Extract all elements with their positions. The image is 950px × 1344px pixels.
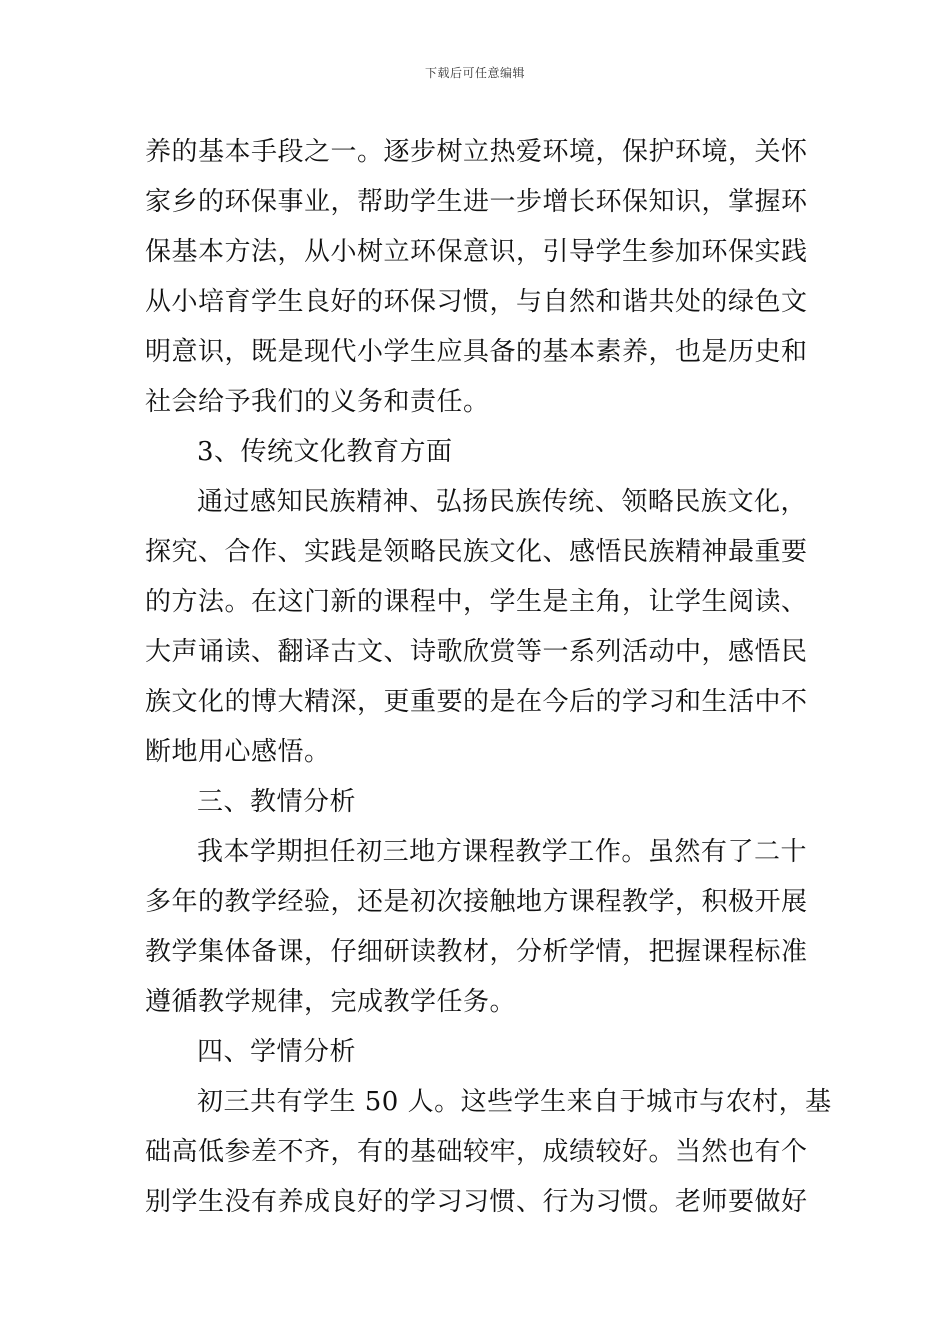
section-heading: 3、传统文化教育方面 [197,437,453,467]
body-line: 大声诵读、翻译古文、诗歌欣赏等一系列活动中，感悟民 [145,637,808,667]
body-line: 础高低参差不齐，有的基础较牢，成绩较好。当然也有个 [145,1137,808,1167]
body-line: 遵循教学规律，完成教学任务。 [145,987,517,1017]
body-line: 养的基本手段之一。逐步树立热爱环境，保护环境，关怀 [145,137,808,167]
body-line: 初三共有学生 50 人。这些学生来自于城市与农村，基 [197,1087,832,1117]
body-line: 别学生没有养成良好的学习习惯、行为习惯。老师要做好 [145,1187,808,1217]
body-line: 从小培育学生良好的环保习惯，与自然和谐共处的绿色文 [145,287,808,317]
body-line: 家乡的环保事业，帮助学生进一步增长环保知识，掌握环 [145,187,808,217]
body-line: 的方法。在这门新的课程中，学生是主角，让学生阅读、 [145,587,808,617]
section-heading: 四、学情分析 [197,1037,357,1067]
body-line: 社会给予我们的义务和责任。 [145,387,490,417]
body-line: 明意识，既是现代小学生应具备的基本素养，也是历史和 [145,337,808,367]
body-line: 族文化的博大精深，更重要的是在今后的学习和生活中不 [145,687,808,717]
page-header: 下载后可任意编辑 [424,66,525,80]
body-line: 通过感知民族精神、弘扬民族传统、领略民族文化， [197,487,807,517]
document-body [145,127,832,1227]
body-line: 断地用心感悟。 [145,737,331,767]
body-line: 我本学期担任初三地方课程教学工作。虽然有了二十 [197,837,807,867]
section-heading: 三、教情分析 [197,787,357,817]
body-line: 探究、合作、实践是领略民族文化、感悟民族精神最重要 [145,537,808,567]
body-line: 保基本方法，从小树立环保意识，引导学生参加环保实践 [145,237,808,267]
body-line: 教学集体备课，仔细研读教材，分析学情，把握课程标准 [145,937,808,967]
body-line: 多年的教学经验，还是初次接触地方课程教学，积极开展 [145,887,808,917]
